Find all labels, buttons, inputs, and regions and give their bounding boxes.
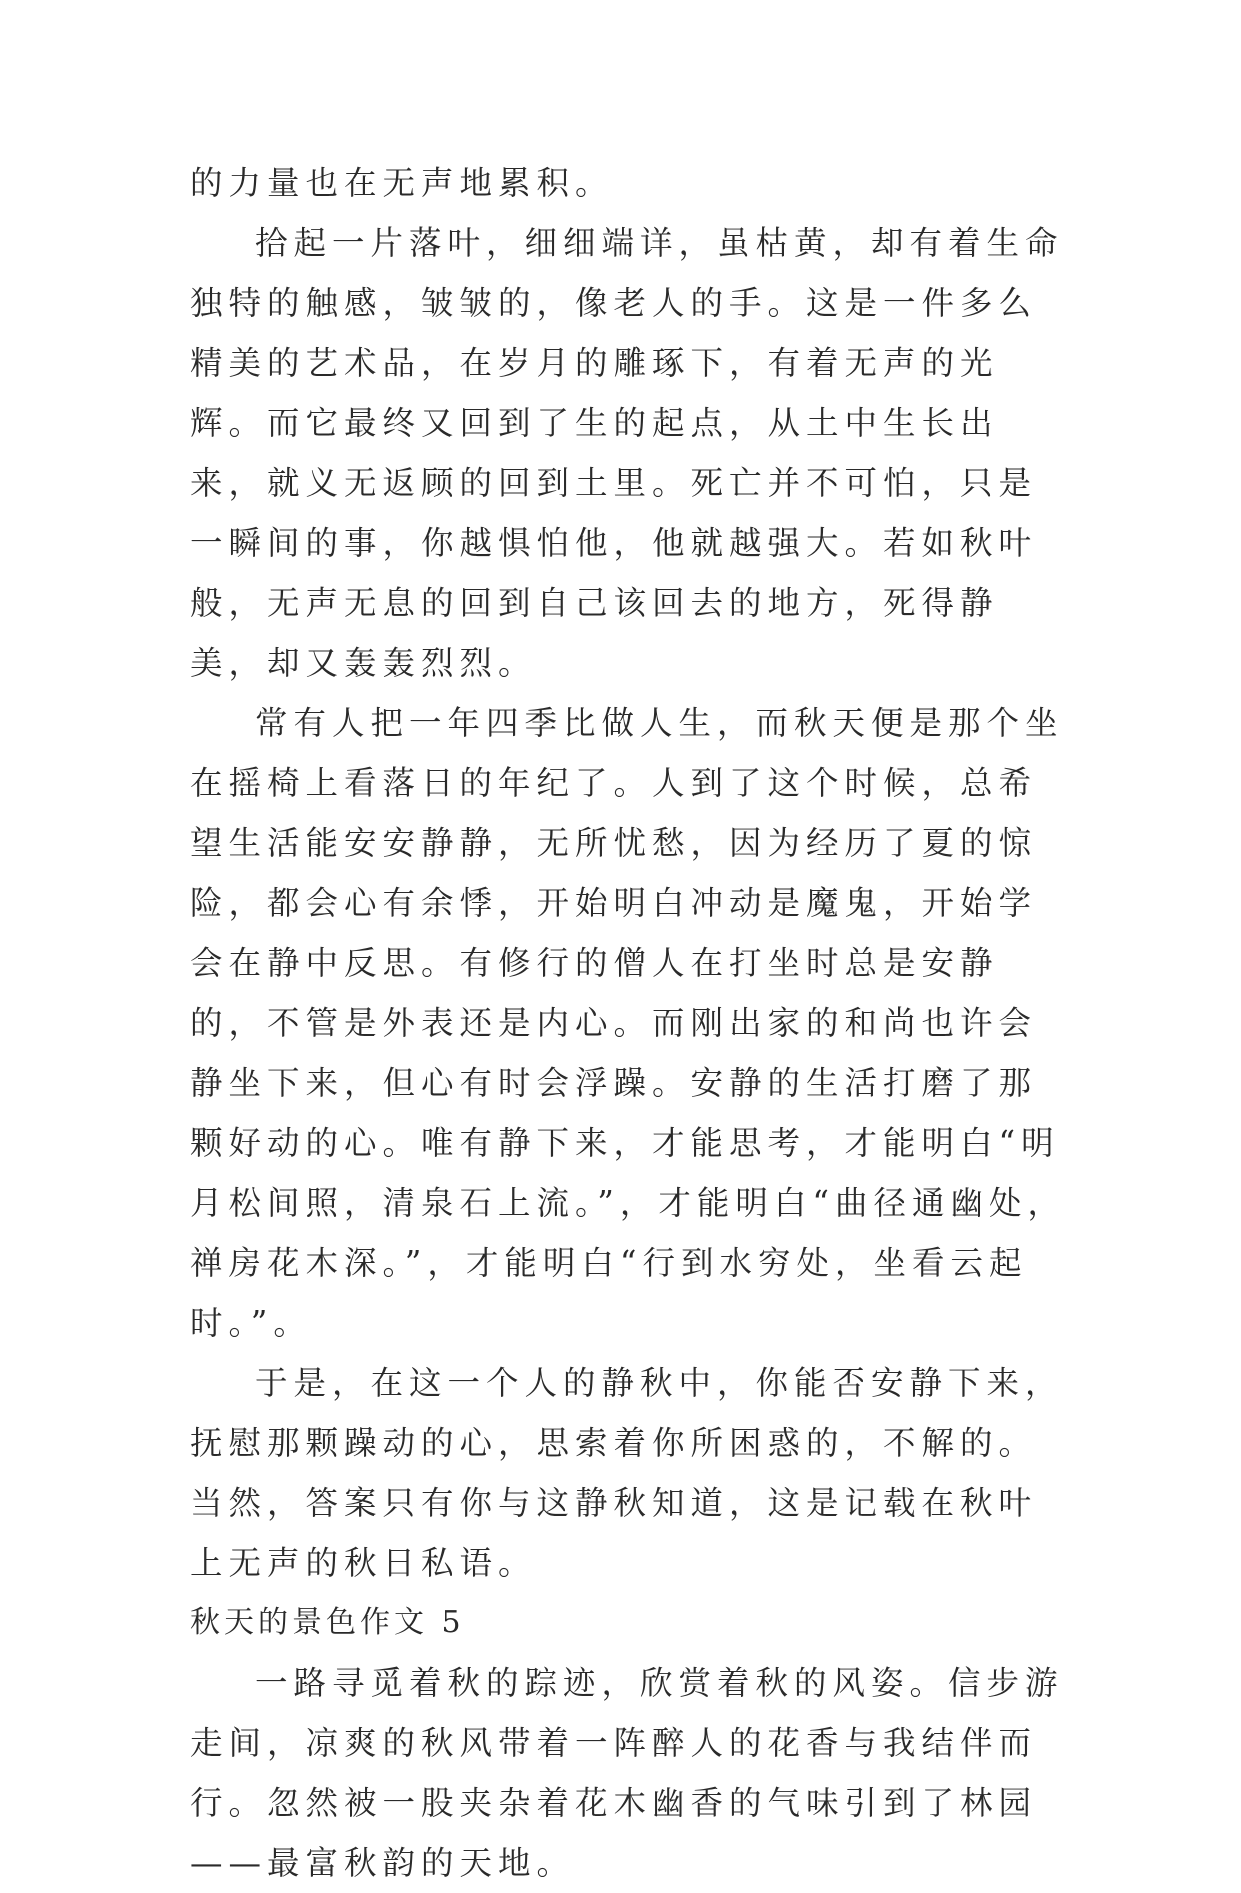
paragraph-four-seasons: 常有人把一年四季比做人生，而秋天便是那个坐在摇椅上看落日的年纪了。人到了这个时候，总希望生活能安安静静，无所忧愁，因为经历了夏的惊险，都会心有余悸，开始明白冲动是魔鬼，开始学会在静中反思。有修行的僧人在打坐时总是安静的，不管是外表还是内心。而刚出家的和尚也许会静坐下来，但心有时会浮躁。安静的生活打磨了那颗好动的心。唯有静下来，才能思考，才能明白“明月松间照，清泉石上流。”，才能明白“曲径通幽处，禅房花木深。”，才能明白“行到水穷处，坐看云起时。”。	[190, 704, 1066, 1342]
paragraph-autumn-trail: 一路寻觅着秋的踪迹，欣赏着秋的风姿。信步游走间，凉爽的秋风带着一阵醉人的花香与我结伴而行。忽然被一股夹杂着花木幽香的气味引到了林园——最富秋韵的天地。	[190, 1664, 1064, 1882]
paragraph-fallen-leaf: 拾起一片落叶，细细端详，虽枯黄，却有着生命独特的触感，皱皱的，像老人的手。这是一件多么精美的艺术品，在岁月的雕琢下，有着无声的光辉。而它最终又回到了生的起点，从土中生长出来，就义无返顾的回到土里。死亡并不可怕，只是一瞬间的事，你越惧怕他，他就越强大。若如秋叶般，无声无息的回到自己该回去的地方，死得静美，却又轰轰烈烈。	[190, 224, 1064, 682]
section-heading: 秋天的景色作文 5	[190, 1605, 465, 1640]
document-body	[190, 153, 1075, 1893]
paragraph-continuation: 的力量也在无声地累积。	[190, 164, 614, 202]
paragraph-quiet-autumn: 于是，在这一个人的静秋中，你能否安静下来，抚慰那颗躁动的心，思索着你所困惑的，不解的。当然，答案只有你与这静秋知道，这是记载在秋叶上无声的秋日私语。	[190, 1364, 1064, 1582]
